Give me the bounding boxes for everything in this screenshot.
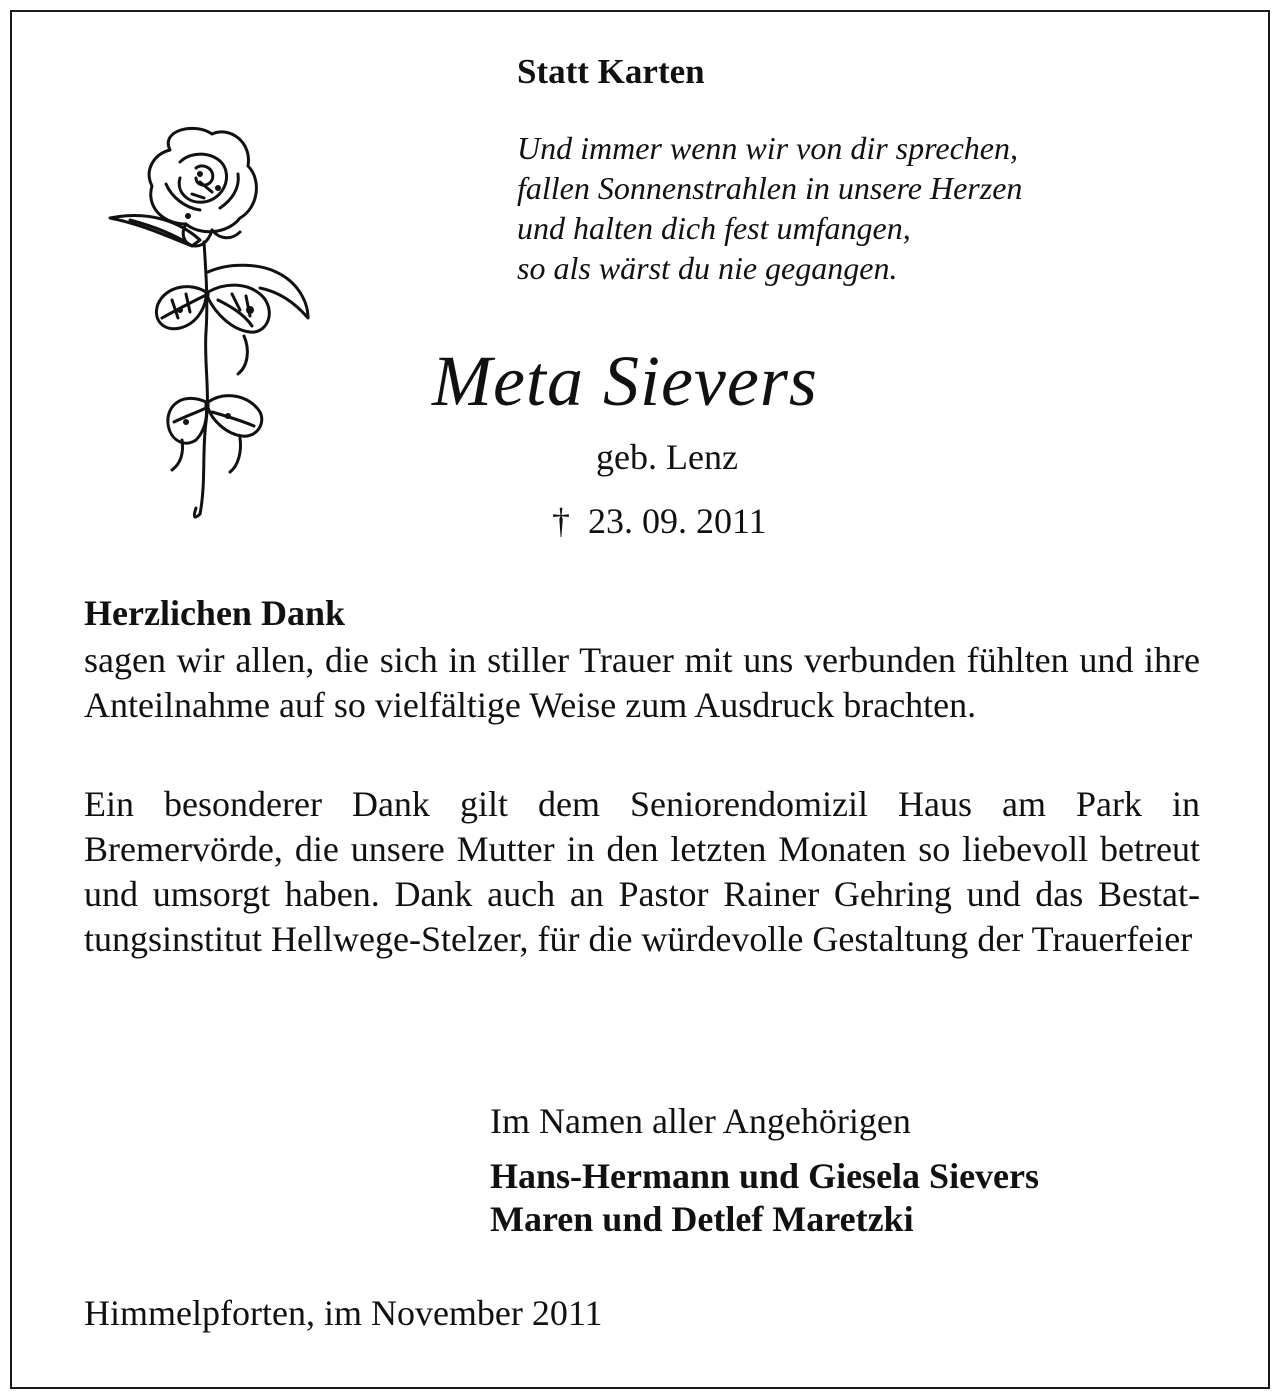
thanks-paragraph: Ein besonderer Dank gilt dem Seniorendomizil Haus am Park in Bremervörde, die unsere Mutter in den letzten Monaten so liebevoll betreut und umsorgt haben. Dank auch an Pastor Rainer Gehring und das Bestattungsinstitut Hellwege-Stelzer, für die würdevolle Gestaltung der Trauerfeier — [84, 784, 1200, 959]
notice-heading: Statt Karten — [517, 52, 705, 91]
signature-intro: Im Namen aller Angehörigen — [490, 1101, 911, 1141]
death-date: 23. 09. 2011 — [588, 501, 767, 541]
thanks-title: Herzlichen Dank — [84, 593, 345, 633]
deceased-name: Meta Sievers — [432, 341, 818, 421]
thanks-paragraph: sagen wir allen, die sich in stiller Trauer mit uns verbunden fühlten und ihre Anteilnahme auf so vielfältige Weise zum Ausdruck brachten. — [84, 640, 1200, 725]
death-date-line — [552, 500, 767, 542]
poem-line: fallen Sonnenstrahlen in unsere Herzen — [517, 170, 1023, 206]
cross-symbol: † — [552, 501, 570, 541]
place-date: Himmelpforten, im November 2011 — [84, 1293, 603, 1333]
memorial-poem — [517, 128, 1237, 288]
poem-line: so als wärst du nie gegangen. — [517, 250, 898, 286]
rose-icon — [100, 122, 316, 522]
signature-name: Hans-Hermann und Giesela Sievers — [490, 1156, 1040, 1196]
signature-names — [490, 1155, 1039, 1241]
poem-line: und halten dich fest umfangen, — [517, 210, 911, 246]
birth-name: geb. Lenz — [596, 437, 738, 477]
poem-line: Und immer wenn wir von dir sprechen, — [517, 130, 1018, 166]
signature-name: Maren und Detlef Maretzki — [490, 1199, 914, 1239]
